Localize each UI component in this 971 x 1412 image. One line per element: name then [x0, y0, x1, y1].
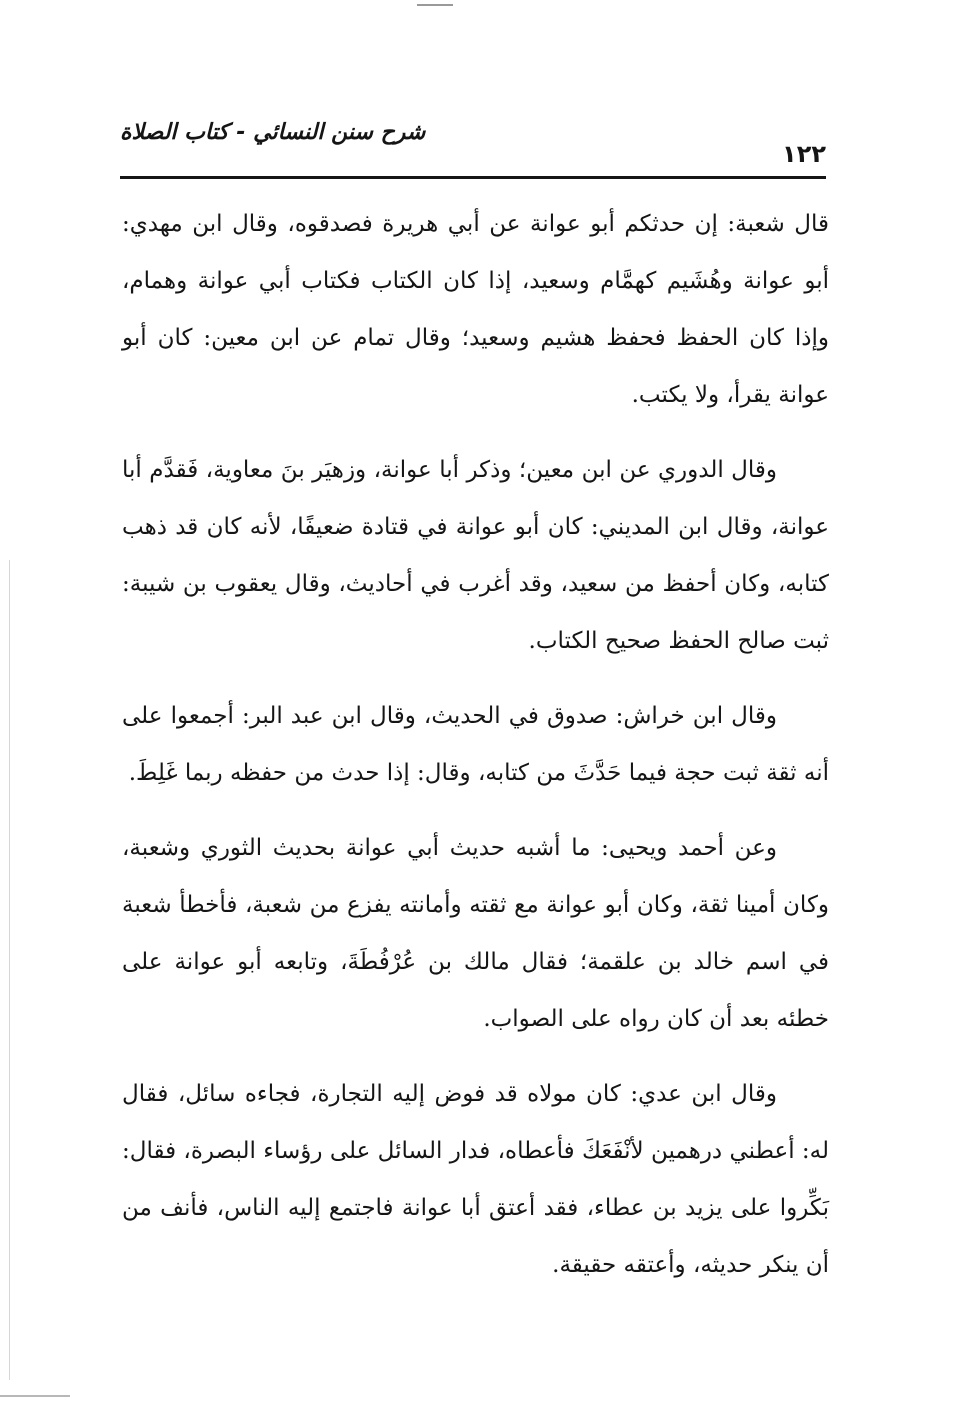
body-text: [122, 196, 829, 1312]
paragraph-5: وقال ابن عدي: كان مولاه قد فوض إليه التجارة، فجاءه سائل، فقال له: أعطني درهمين لأنْفَعَكَ فأعطاه، فدار السائل على رؤساء البصرة، فقال: بَكِّروا على يزيد بن عطاء، فقد أعتق أبا عوانة فاجتمع إليه الناس، فأنف من أن ينكر حديثه، وأعتقه حقيقة.: [122, 1081, 829, 1278]
paragraph-1: قال شعبة: إن حدثكم أبو عوانة عن أبي هريرة فصدقوه، وقال ابن مهدي: أبو عوانة وهُشَيم كهمَّام وسعيد، إذا كان الكتاب فكتاب أبي عوانة وهمام، وإذا كان الحفظ فحفظ هشيم وسعيد؛ وقال تمام عن ابن معين: كان أبو عوانة يقرأ، ولا يكتب.: [122, 211, 829, 408]
paragraph-4: وعن أحمد ويحيى: ما أشبه حديث أبي عوانة بحديث الثوري وشعبة، وكان أمينا ثقة، وكان أبو عوانة مع ثقته وأمانته يفزع من شعبة، فأخطأ شعبة في اسم خالد بن علقمة؛ فقال مالك بن عُرْفُطَةَ، وتابعه أبو عوانة على خطئه بعد أن كان رواه على الصواب.: [122, 835, 829, 1032]
paragraph-3: وقال ابن خراش: صدوق في الحديث، وقال ابن عبد البر: أجمعوا على أنه ثقة ثبت حجة فيما حَدَّثَ من كتابه، وقال: إذا حدث من حفظه ربما غَلِطَ.: [122, 703, 829, 786]
bottom-scan-mark: [0, 1395, 70, 1397]
scan-margin-line: [9, 560, 10, 1380]
page-number: ١٢٢: [782, 140, 826, 168]
header-rule: [120, 176, 826, 179]
top-scan-mark: [417, 4, 453, 6]
running-title: شرح سنن النسائي - كتاب الصلاة: [120, 120, 426, 145]
paragraph-2: وقال الدوري عن ابن معين؛ وذكر أبا عوانة، وزهيَر بنَ معاوية، فَقدَّم أبا عوانة، وقال ابن المديني: كان أبو عوانة في قتادة ضعيفًا، لأنه كان قد ذهب كتابه، وكان أحفظ من سعيد، وقد أغرب في أحاديث، وقال يعقوب بن شيبة: ثبت صالح الحفظ صحيح الكتاب.: [122, 457, 829, 654]
